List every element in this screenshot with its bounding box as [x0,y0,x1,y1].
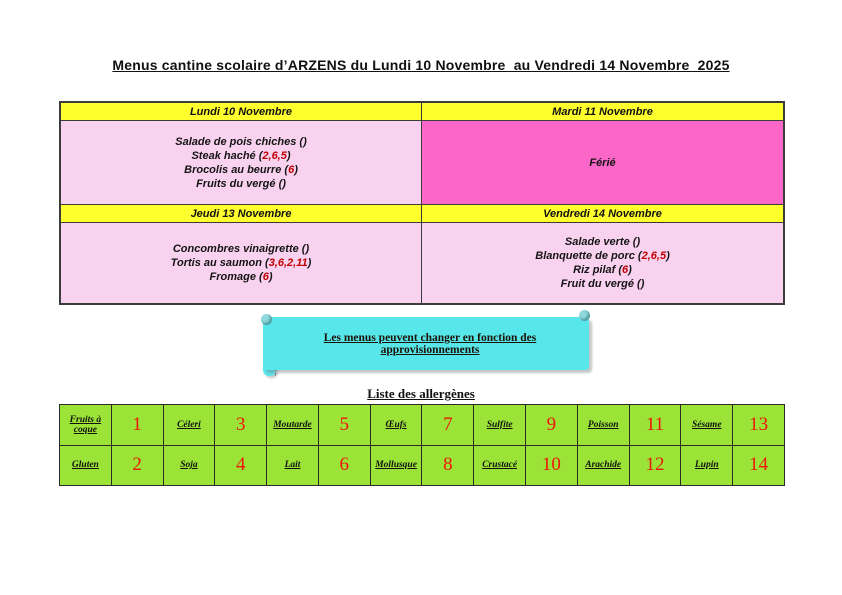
menu-item: Salade de pois chiches () [175,135,307,148]
allergen-number-cell: 1 [111,405,163,446]
allergen-label-cell: Œufs [370,405,422,446]
allergen-number-cell: 13 [733,405,785,446]
day-header-mardi: Mardi 11 Novembre [422,103,783,121]
menu-cell-vendredi [422,223,783,303]
allergen-number-cell: 3 [215,405,267,446]
menu-item: Steak haché (2,6,5) [191,149,291,162]
menu-cell-lundi [61,121,422,205]
allergen-label-cell: Arachide [577,445,629,486]
allergen-numbers: 6 [622,264,629,276]
allergen-label-cell: Sulfite [474,405,526,446]
allergen-list-heading: Liste des allergènes [367,386,475,401]
allergen-number-cell: 2 [111,445,163,486]
menu-item: Fruit du vergé () [560,278,645,290]
day-header-lundi: Lundi 10 Novembre [61,103,422,121]
menu-cell-mardi-ferie [422,121,783,205]
allergen-label-cell: Mollusque [370,445,422,486]
allergen-numbers: 6 [288,163,295,176]
allergen-number-cell: 7 [422,405,474,446]
allergen-number-cell: 4 [215,445,267,486]
scroll-body [263,317,589,370]
allergen-number-cell: 11 [629,405,681,446]
allergen-numbers: 2,6,5 [641,250,667,262]
menu-item: Fruits du vergé () [196,177,286,190]
allergen-table-body [60,405,785,486]
allergen-row [60,405,785,446]
menu-table [59,101,785,305]
menu-item: Concombres vinaigrette () [172,243,310,255]
allergen-row [60,445,785,486]
allergen-number-cell: 9 [526,405,578,446]
menu-item: Tortis au saumon (3,6,2,11) [170,257,312,269]
menu-item: Salade verte () [564,236,641,248]
notice-banner [257,310,592,379]
allergen-table [59,404,785,486]
notice-text: Les menus peuvent changer en fonction des approvisionnements [323,331,537,356]
allergen-numbers: 6 [262,271,269,283]
allergen-label-cell: Crustacé [474,445,526,486]
allergen-label-cell: Soja [163,445,215,486]
day-header-jeudi: Jeudi 13 Novembre [61,205,422,223]
allergen-number-cell: 8 [422,445,474,486]
allergen-label-cell: Lait [267,445,319,486]
scroll-curl-icon [261,314,272,325]
allergen-label-cell: Moutarde [267,405,319,446]
menu-item: Fromage (6) [209,271,273,283]
menu-item: Blanquette de porc (2,6,5) [535,250,670,262]
menu-item: Riz pilaf (6) [573,264,632,276]
allergen-number-cell: 5 [318,405,370,446]
scroll-curl-icon [579,310,590,321]
allergen-number-cell: 12 [629,445,681,486]
menu-item: Brocolis au beurre (6) [184,163,298,176]
allergen-numbers: 3,6,2,11 [268,257,308,269]
allergen-label-cell: Poisson [577,405,629,446]
allergen-label-cell: Sésame [681,405,733,446]
allergen-label-cell: Céleri [163,405,215,446]
allergen-label-cell: Fruits à coque [60,405,112,446]
allergen-label-cell: Gluten [60,445,112,486]
menu-item: Férié [589,156,616,169]
allergen-number-cell: 14 [733,445,785,486]
allergen-number-cell: 10 [526,445,578,486]
allergen-label-cell: Lupin [681,445,733,486]
day-header-vendredi: Vendredi 14 Novembre [422,205,783,223]
allergen-numbers: 2,6,5 [262,149,287,162]
allergen-number-cell: 6 [318,445,370,486]
menu-cell-jeudi [61,223,422,303]
page-title: Menus cantine scolaire d’ARZENS du Lundi 10 Novembre au Vendredi 14 Novembre 2025 [112,57,730,73]
